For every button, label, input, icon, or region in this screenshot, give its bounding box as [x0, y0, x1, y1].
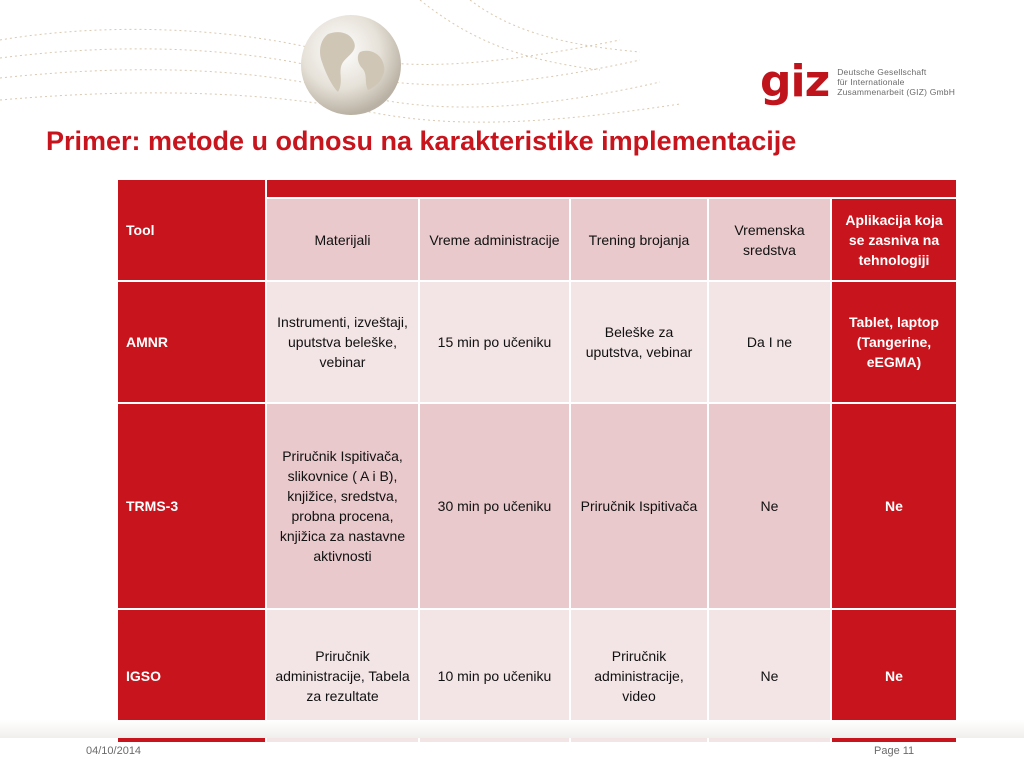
table-cell: 15 min po učeniku: [420, 282, 569, 402]
column-header-vreme: Vreme administracije: [420, 199, 569, 280]
globe-icon: [298, 12, 404, 118]
table-cell: Tablet, laptop (Tangerine, eEGMA): [832, 282, 956, 402]
column-header-materijali: Materijali: [267, 199, 418, 280]
logo-line-3: Zusammenarbeit (GIZ) GmbH: [837, 87, 956, 97]
table-cell: Ne: [832, 404, 956, 608]
table-cell: Ne: [709, 610, 830, 742]
footer-band: [0, 720, 1024, 738]
giz-logo: [760, 56, 956, 107]
table-cell: 10 min po učeniku: [420, 610, 569, 742]
table-cell: Priručnik Ispitivača: [571, 404, 707, 608]
table-cell: Beleške za uputstva, vebinar: [571, 282, 707, 402]
row-header-amnr: AMNR: [118, 282, 265, 402]
logo-mark: giz: [760, 56, 830, 107]
table-cell: Ne: [709, 404, 830, 608]
slide-title: Primer: metode u odnosu na karakteristike implementacije: [46, 126, 797, 156]
table-top-band: [267, 180, 956, 197]
logo-line-1: Deutsche Gesellschaft: [837, 67, 927, 77]
footer-date: 04/10/2014: [86, 745, 142, 757]
column-header-vremenska: Vremenska sredstva: [709, 199, 830, 280]
table-cell: Priručnik administracije, Tabela za rezultate: [267, 610, 418, 742]
footer-page-number: Page 11: [874, 745, 915, 757]
table-cell: Priručnik Ispitivača, slikovnice ( A i B), knjižice, sredstva, probna procena, knjižica za nastavne aktivnosti: [267, 404, 418, 608]
column-header-aplikacija: Aplikacija koja se zasniva na tehnologiji: [832, 199, 956, 280]
table-cell: 30 min po učeniku: [420, 404, 569, 608]
table-corner-tool: Tool: [118, 180, 265, 280]
column-header-trening: Trening brojanja: [571, 199, 707, 280]
table-cell: Da I ne: [709, 282, 830, 402]
table-cell: Ne: [832, 610, 956, 742]
row-header-igso: IGSO: [118, 610, 265, 742]
row-header-trms-3: TRMS-3: [118, 404, 265, 608]
table-cell: Instrumenti, izveštaji, uputstva beleške, vebinar: [267, 282, 418, 402]
table-cell: Priručnik administracije, video: [571, 610, 707, 742]
comparison-table: [118, 180, 956, 742]
logo-text: [837, 67, 955, 97]
logo-line-2: für Internationale: [837, 77, 905, 87]
